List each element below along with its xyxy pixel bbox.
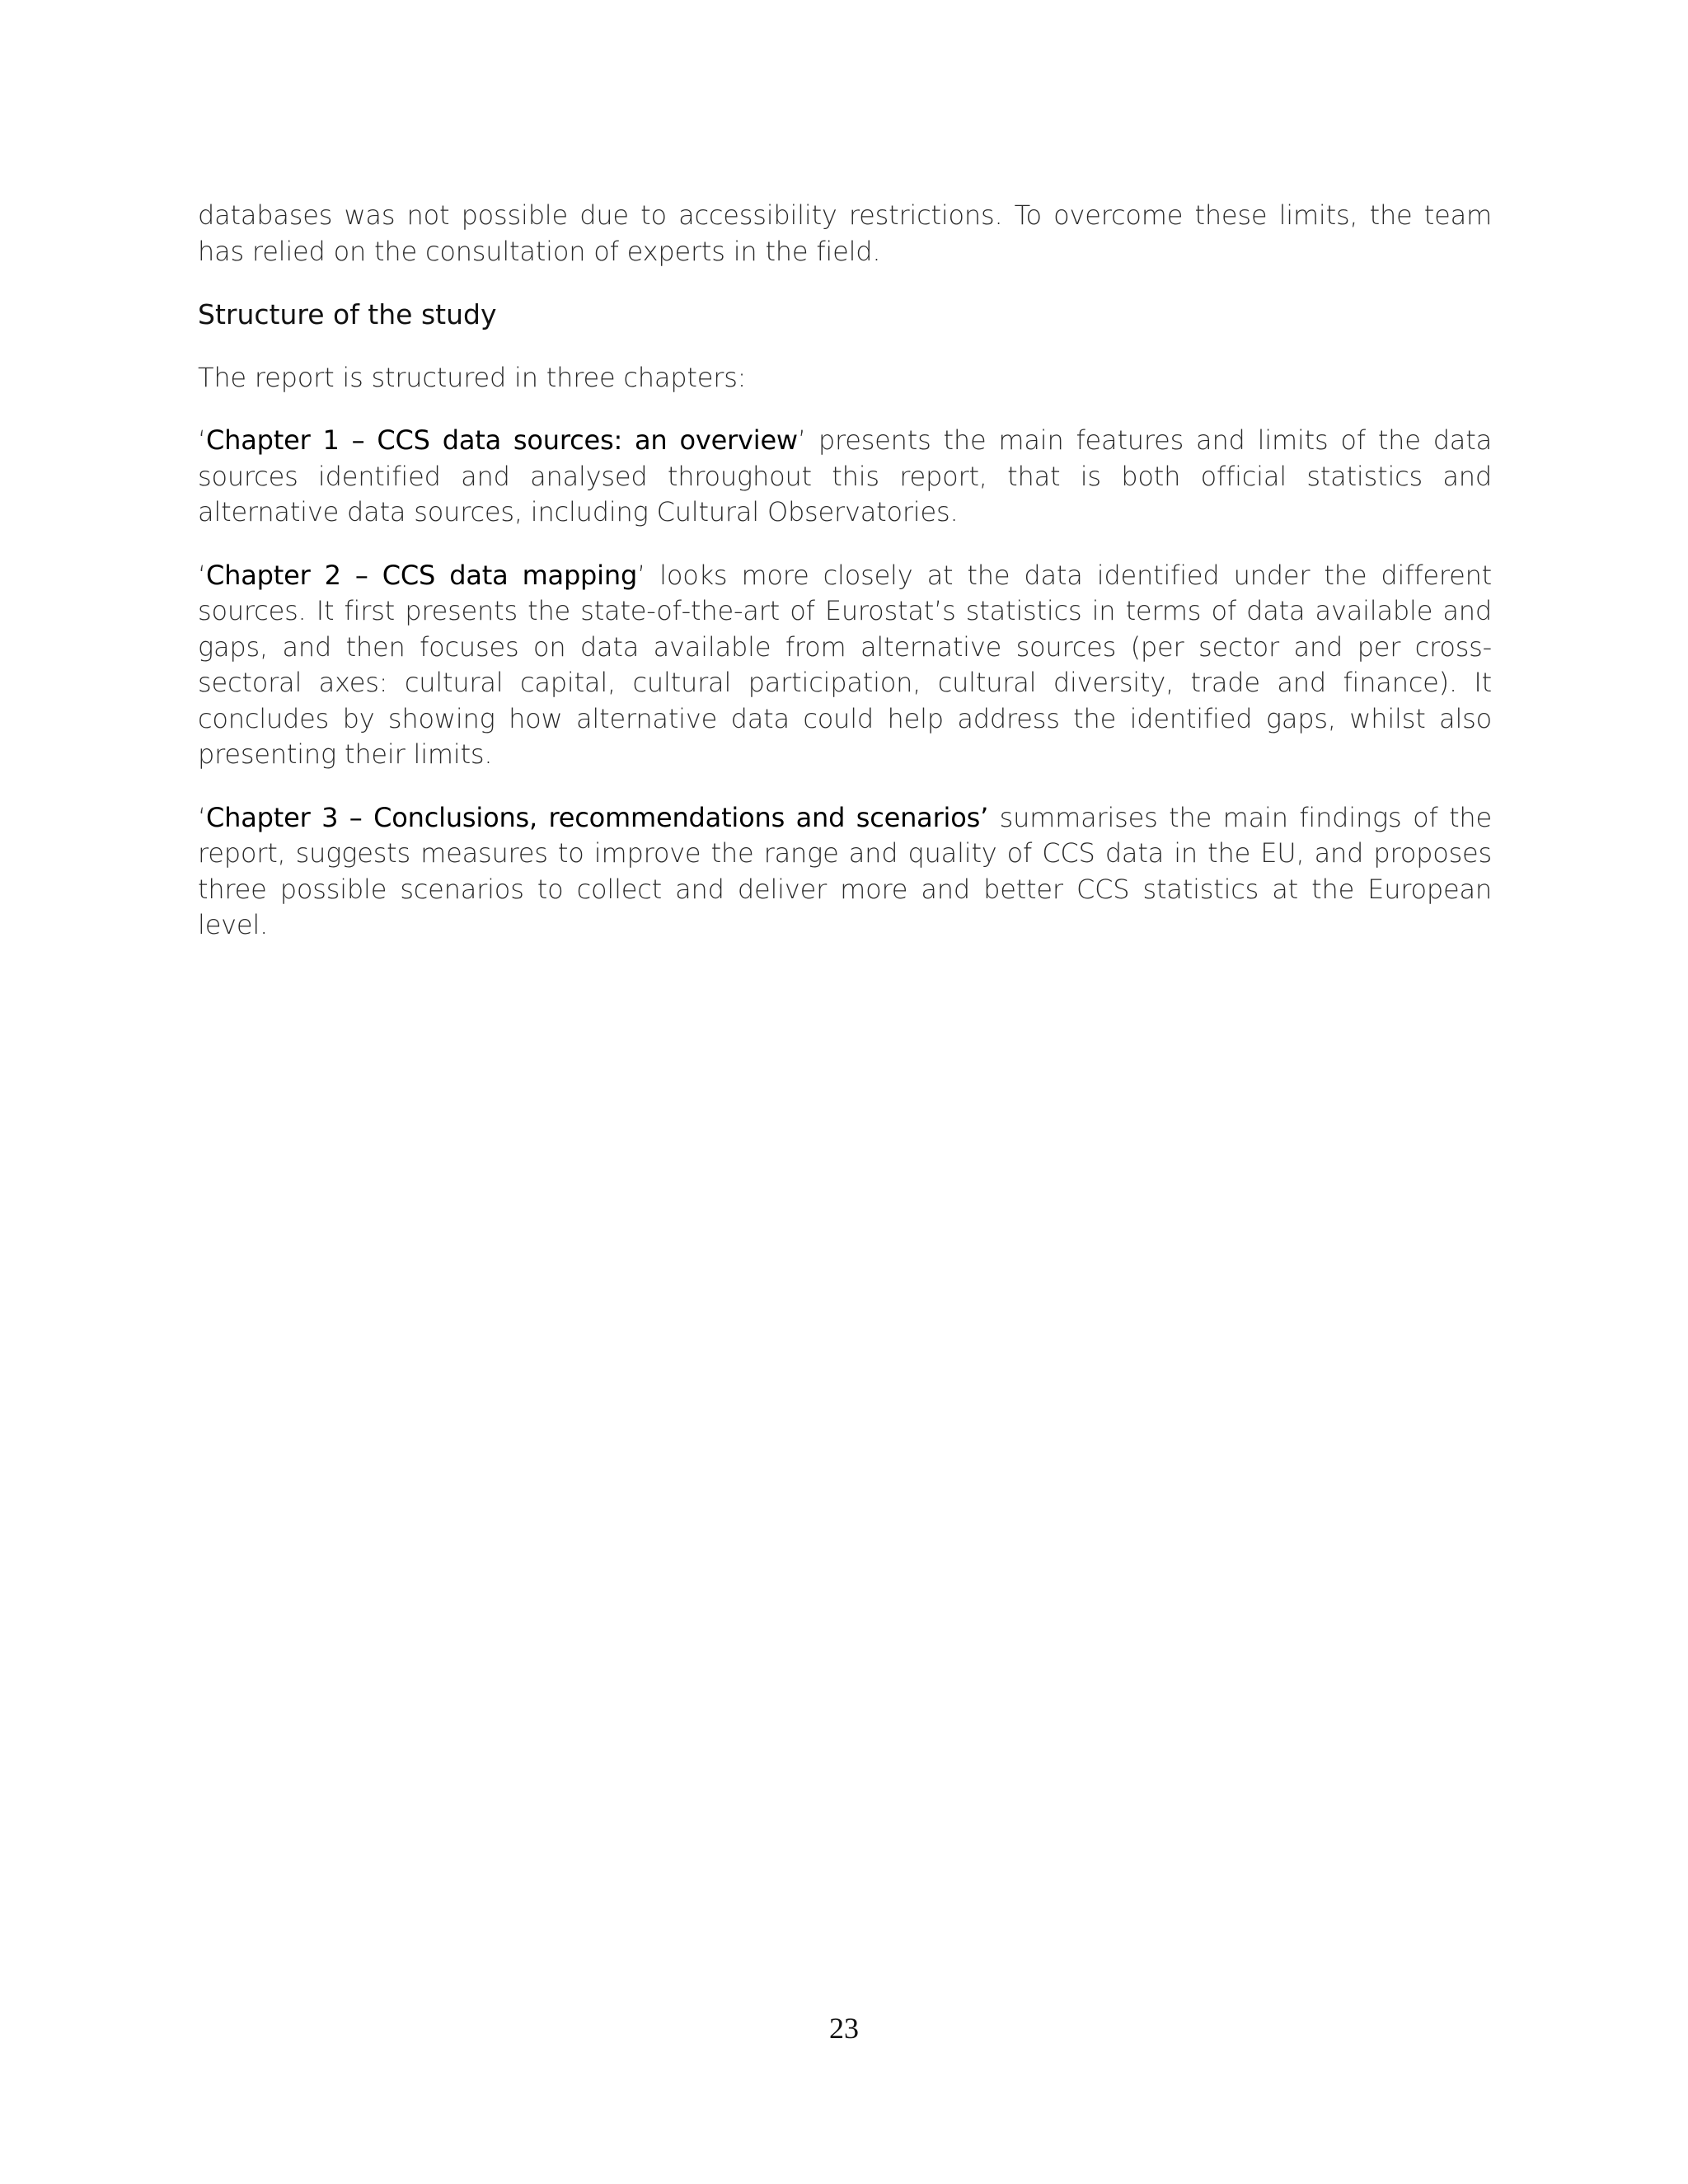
close-quote: ’ <box>797 424 806 456</box>
chapter-1-paragraph <box>198 423 1492 531</box>
chapter-3-title: Chapter 3 – Conclusions, recommendations and scenarios’ <box>205 801 989 833</box>
structure-intro: The report is structured in three chapters: <box>198 361 747 393</box>
chapter-2-title: Chapter 2 – CCS data mapping <box>205 559 638 591</box>
chapter-3-paragraph <box>198 800 1492 944</box>
page-body <box>198 198 1492 944</box>
open-quote: ‘ <box>198 559 206 591</box>
close-quote: ’ <box>637 559 646 591</box>
chapter-2-description: looks more closely at the data identified under the different sources. It first presents the state-of-the-art of Eurostat’s statistics in terms of data available and gaps, and then focuses on data available from alternative sources (per sector and per cross-sectoral axes: cultural capital, cultural participation, cultural diversity, trade and finance). It concludes by showing how alternative data could help address the identified gaps, whilst also presenting their limits. <box>198 559 1492 770</box>
page-number: 23 <box>829 2012 859 2045</box>
open-quote: ‘ <box>198 424 206 456</box>
chapter-1-title: Chapter 1 – CCS data sources: an overview <box>205 424 798 456</box>
chapter-3-description: summarises the main findings of the report, suggests measures to improve the range and quality of CCS data in the EU, and proposes three possible scenarios to collect and deliver more and better CCS statistics at the European level. <box>198 801 1492 940</box>
section-heading: Structure of the study <box>198 298 497 330</box>
open-quote: ‘ <box>198 801 206 833</box>
chapter-2-paragraph <box>198 558 1492 773</box>
chapter-1-description: presents the main features and limits of the data sources identified and analysed throughout this report, that is both official statistics and alternative data sources, including Cultural Observatories. <box>198 424 1492 527</box>
intro-paragraph: databases was not possible due to accessibility restrictions. To overcome these limits, the team has relied on the consultation of experts in the field. <box>198 199 1492 267</box>
